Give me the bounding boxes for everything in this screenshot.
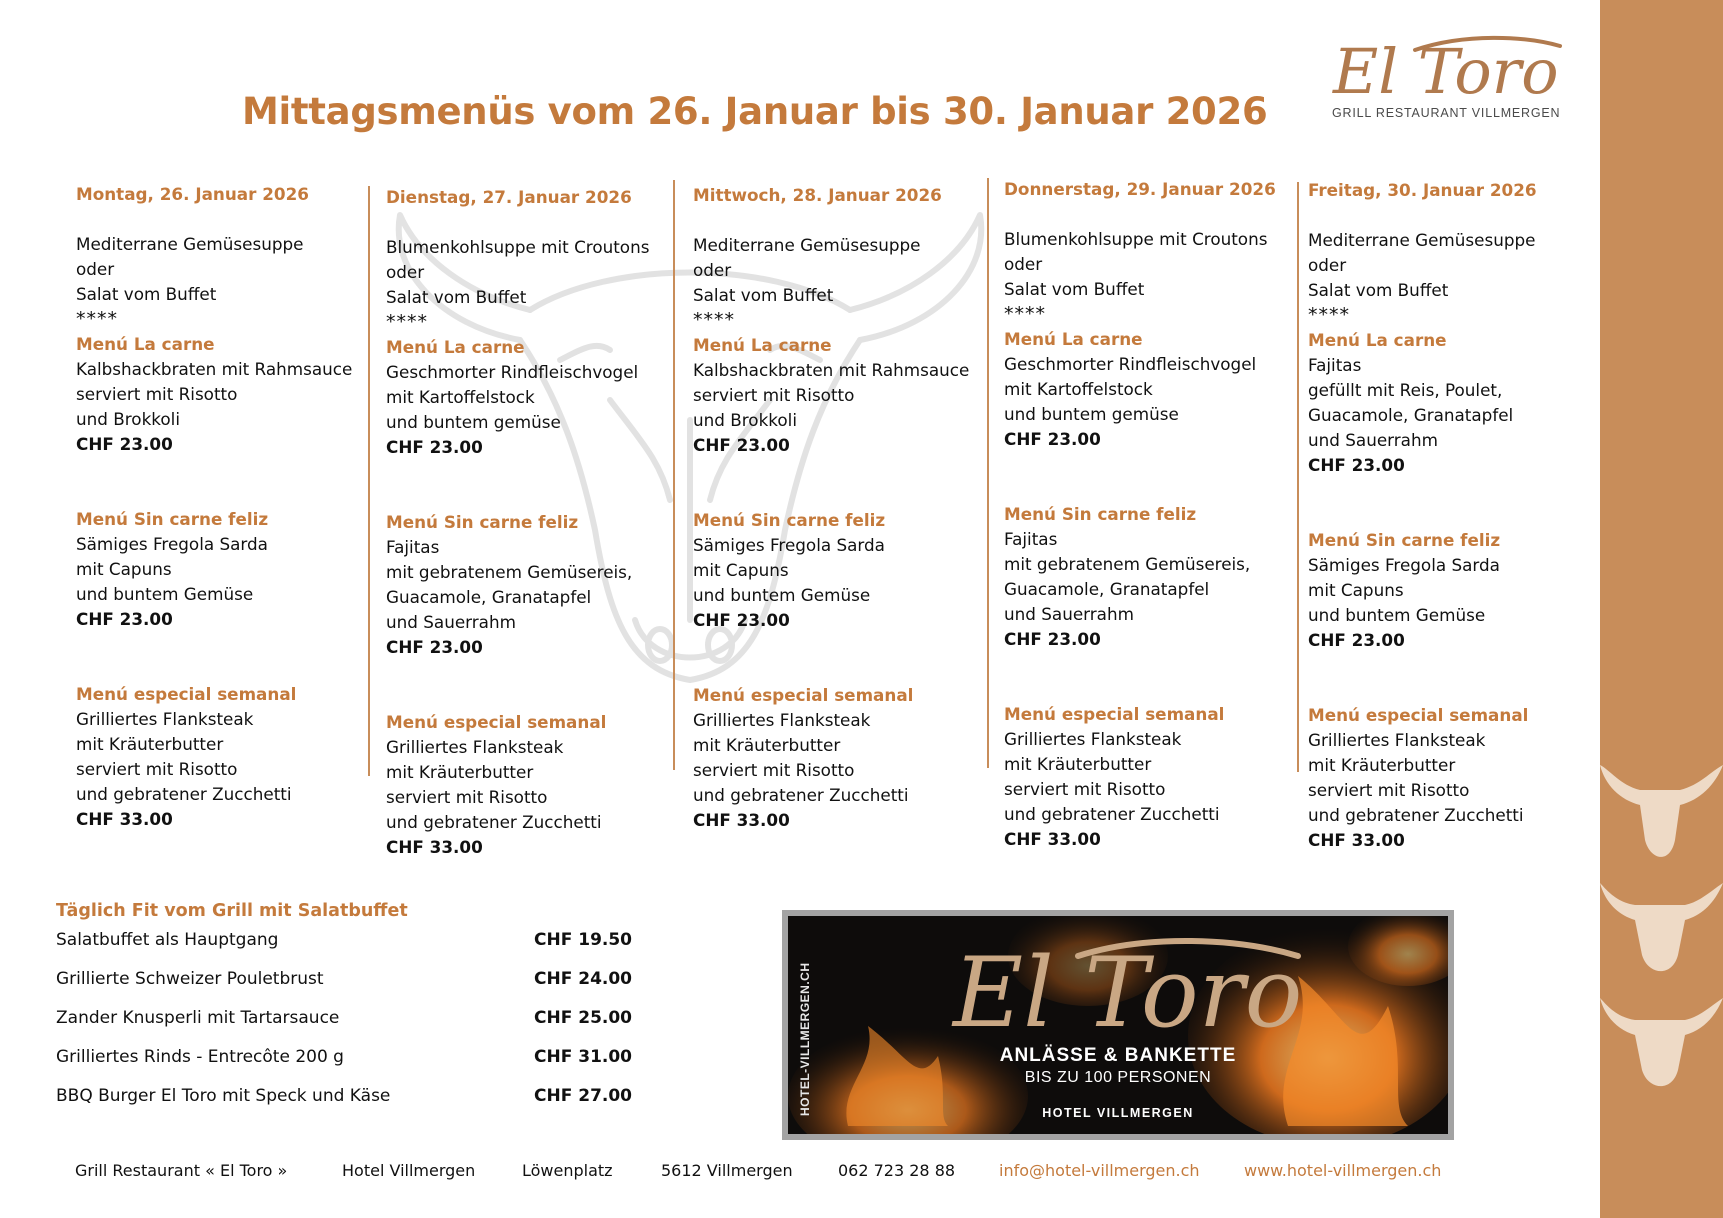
dish-line: und Brokkoli <box>693 410 797 430</box>
dish-line: Kalbshackbraten mit Rahmsauce <box>693 360 970 380</box>
dish-line: Sämiges Fregola Sarda <box>76 534 268 554</box>
starter-line: Mediterrane Gemüsesuppe <box>693 235 921 255</box>
banner-headline: ANLÄSSE & BANKETTE <box>999 1045 1237 1066</box>
day-column-3 <box>693 183 993 833</box>
menu-section <box>1308 328 1608 478</box>
starter-line: oder <box>1308 255 1347 275</box>
day-header: Freitag, 30. Januar 2026 <box>1308 180 1537 200</box>
dish-line: Grilliertes Flanksteak <box>1308 730 1486 750</box>
menu-price: CHF 33.00 <box>1308 830 1405 850</box>
separator: **** <box>1004 303 1046 325</box>
fit-list <box>56 923 656 1118</box>
menu-section <box>1004 327 1304 452</box>
starter-line: oder <box>386 262 425 282</box>
menu-section-title: Menú La carne <box>1004 329 1143 349</box>
starter-line: oder <box>76 259 115 279</box>
dish-line: mit Kartoffelstock <box>386 387 535 407</box>
starter-line: Salat vom Buffet <box>1308 280 1449 300</box>
separator: **** <box>386 311 428 333</box>
menu-section-title: Menú especial semanal <box>1004 704 1225 724</box>
fit-item-price: CHF 31.00 <box>534 1047 633 1067</box>
menu-price: CHF 23.00 <box>1308 630 1405 650</box>
dish-line: und buntem gemüse <box>1004 404 1179 424</box>
dish-line: und gebratener Zucchetti <box>386 812 602 832</box>
starter-block <box>386 235 686 310</box>
starter-block <box>76 232 376 307</box>
menu-section <box>1004 702 1304 852</box>
dish-line: und buntem Gemüse <box>76 584 254 604</box>
menu-section-title: Menú La carne <box>76 334 215 354</box>
bull-head-icon <box>1600 995 1723 1105</box>
day-header: Donnerstag, 29. Januar 2026 <box>1004 179 1276 199</box>
dish-line: Guacamole, Granatapfel <box>1308 405 1514 425</box>
fit-item-price: CHF 25.00 <box>534 1008 633 1028</box>
dish-line: mit Capuns <box>693 560 789 580</box>
menu-section-title: Menú La carne <box>1308 330 1447 350</box>
dish-line: und Sauerrahm <box>1308 430 1438 450</box>
dish-line: Geschmorter Rindfleischvogel <box>1004 354 1257 374</box>
menu-section <box>693 508 993 633</box>
footer-email-link[interactable]: info@hotel-villmergen.ch <box>999 1161 1200 1180</box>
dish-line: mit Kräuterbutter <box>1308 755 1456 775</box>
dish-line: und buntem Gemüse <box>693 585 871 605</box>
footer-city: 5612 Villmergen <box>661 1161 793 1180</box>
menu-price: CHF 23.00 <box>386 437 483 457</box>
banner-logo-text: El Toro <box>953 937 1303 1046</box>
event-banner <box>782 910 1454 1140</box>
dish-line: Fajitas <box>386 537 440 557</box>
dish-line: serviert mit Risotto <box>76 759 238 779</box>
menu-section-title: Menú Sin carne feliz <box>1004 504 1197 524</box>
fit-item-name: Zander Knusperli mit Tartarsauce <box>56 1008 340 1028</box>
decorative-sidebar <box>1600 0 1723 1218</box>
dish-line: und Sauerrahm <box>1004 604 1134 624</box>
fit-item <box>56 1001 656 1040</box>
starter-block <box>1308 228 1608 303</box>
dish-line: serviert mit Risotto <box>1004 779 1166 799</box>
fit-item-name: Salatbuffet als Hauptgang <box>56 930 279 950</box>
dish-line: Fajitas <box>1308 355 1362 375</box>
banner-hotel: HOTEL VILLMERGEN <box>1042 1106 1194 1120</box>
dish-line: Kalbshackbraten mit Rahmsauce <box>76 359 353 379</box>
separator: **** <box>693 309 735 331</box>
footer-restaurant: Grill Restaurant « El Toro » <box>75 1161 288 1180</box>
bull-head-icon <box>1600 760 1723 880</box>
fit-item <box>56 1040 656 1079</box>
fit-item <box>56 1079 656 1118</box>
dish-line: serviert mit Risotto <box>1308 780 1470 800</box>
day-header: Dienstag, 27. Januar 2026 <box>386 187 632 207</box>
menu-section-title: Menú La carne <box>693 335 832 355</box>
footer-phone: 062 723 28 88 <box>838 1161 956 1180</box>
fit-item-name: Grilliertes Rinds - Entrecôte 200 g <box>56 1047 344 1067</box>
dish-line: serviert mit Risotto <box>693 760 855 780</box>
starter-line: Blumenkohlsuppe mit Croutons <box>386 237 650 257</box>
banner-subline: BIS ZU 100 PERSONEN <box>1024 1069 1212 1086</box>
menu-section <box>386 335 686 460</box>
dish-line: und gebratener Zucchetti <box>1308 805 1524 825</box>
menu-section-title: Menú Sin carne feliz <box>386 512 579 532</box>
menu-price: CHF 23.00 <box>1004 429 1101 449</box>
starter-block <box>693 233 993 308</box>
starter-line: Mediterrane Gemüsesuppe <box>1308 230 1536 250</box>
dish-line: Sämiges Fregola Sarda <box>1308 555 1500 575</box>
footer-street: Löwenplatz <box>522 1161 613 1180</box>
dish-line: und gebratener Zucchetti <box>76 784 292 804</box>
dish-line: Fajitas <box>1004 529 1058 549</box>
dish-line: mit Capuns <box>1308 580 1404 600</box>
starter-line: Salat vom Buffet <box>1004 279 1145 299</box>
menu-section <box>1308 528 1608 653</box>
dish-line: und Brokkoli <box>76 409 180 429</box>
fit-item <box>56 962 656 1001</box>
menu-section <box>386 710 686 860</box>
dish-line: mit Kräuterbutter <box>693 735 841 755</box>
dish-line: Grilliertes Flanksteak <box>1004 729 1182 749</box>
starter-line: Mediterrane Gemüsesuppe <box>76 234 304 254</box>
menu-section-title: Menú especial semanal <box>386 712 607 732</box>
dish-line: serviert mit Risotto <box>693 385 855 405</box>
day-header: Mittwoch, 28. Januar 2026 <box>693 185 942 205</box>
dish-line: und buntem gemüse <box>386 412 561 432</box>
fit-title: Täglich Fit vom Grill mit Salatbuffet <box>56 901 408 921</box>
page-title: Mittagsmenüs vom 26. Januar bis 30. Januar 2026 <box>242 90 1268 133</box>
separator: **** <box>1308 304 1350 326</box>
menu-section-title: Menú especial semanal <box>1308 705 1529 725</box>
day-header: Montag, 26. Januar 2026 <box>76 184 309 204</box>
dish-line: Grilliertes Flanksteak <box>693 710 871 730</box>
footer-web-link[interactable]: www.hotel-villmergen.ch <box>1244 1161 1442 1180</box>
dish-line: serviert mit Risotto <box>386 787 548 807</box>
dish-line: mit Kräuterbutter <box>1004 754 1152 774</box>
dish-line: und gebratener Zucchetti <box>693 785 909 805</box>
menu-section-title: Menú especial semanal <box>693 685 914 705</box>
menu-price: CHF 33.00 <box>1004 829 1101 849</box>
dish-line: und buntem Gemüse <box>1308 605 1486 625</box>
menu-section-title: Menú Sin carne feliz <box>1308 530 1501 550</box>
menu-price: CHF 23.00 <box>693 610 790 630</box>
menu-section <box>1004 502 1304 652</box>
menu-section <box>386 510 686 660</box>
fit-item-price: CHF 19.50 <box>534 930 633 950</box>
menu-price: CHF 23.00 <box>386 637 483 657</box>
fit-item-price: CHF 24.00 <box>534 969 633 989</box>
dish-line: mit Kartoffelstock <box>1004 379 1153 399</box>
day-column-5 <box>1308 178 1608 853</box>
menu-section-title: Menú especial semanal <box>76 684 297 704</box>
menu-section <box>76 682 376 832</box>
menu-price: CHF 23.00 <box>76 609 173 629</box>
starter-line: Salat vom Buffet <box>693 285 834 305</box>
dish-line: Guacamole, Granatapfel <box>1004 579 1210 599</box>
fit-item <box>56 923 656 962</box>
banner-logo <box>948 926 1308 1046</box>
menu-section <box>76 507 376 632</box>
fit-item-name: BBQ Burger El Toro mit Speck und Käse <box>56 1086 391 1106</box>
dish-line: mit Capuns <box>76 559 172 579</box>
menu-section-title: Menú Sin carne feliz <box>693 510 886 530</box>
banner-url: HOTEL-VILLMERGEN.CH <box>798 962 812 1116</box>
dish-line: gefüllt mit Reis, Poulet, <box>1308 380 1503 400</box>
dish-line: mit Kräuterbutter <box>76 734 224 754</box>
menu-price: CHF 33.00 <box>76 809 173 829</box>
menu-price: CHF 33.00 <box>693 810 790 830</box>
fit-item-name: Grillierte Schweizer Pouletbrust <box>56 969 324 989</box>
starter-line: oder <box>1004 254 1043 274</box>
menu-section <box>76 332 376 457</box>
dish-line: und Sauerrahm <box>386 612 516 632</box>
day-column-4 <box>1004 177 1304 852</box>
starter-line: oder <box>693 260 732 280</box>
menu-section <box>693 683 993 833</box>
dish-line: Guacamole, Granatapfel <box>386 587 592 607</box>
starter-block <box>1004 227 1304 302</box>
day-column-1 <box>76 182 376 832</box>
dish-line: und gebratener Zucchetti <box>1004 804 1220 824</box>
dish-line: serviert mit Risotto <box>76 384 238 404</box>
dish-line: mit Kräuterbutter <box>386 762 534 782</box>
menu-price: CHF 23.00 <box>693 435 790 455</box>
starter-line: Salat vom Buffet <box>386 287 527 307</box>
menu-section <box>1308 703 1608 853</box>
dish-line: Grilliertes Flanksteak <box>76 709 254 729</box>
dish-line: Geschmorter Rindfleischvogel <box>386 362 639 382</box>
el-toro-logo <box>1325 28 1565 128</box>
logo-wordmark: El Toro <box>1333 35 1559 108</box>
starter-line: Salat vom Buffet <box>76 284 217 304</box>
logo-subtitle: GRILL RESTAURANT VILLMERGEN <box>1332 106 1561 120</box>
dish-line: Grilliertes Flanksteak <box>386 737 564 757</box>
footer <box>0 1161 1600 1185</box>
separator: **** <box>76 308 118 330</box>
menu-price: CHF 23.00 <box>1308 455 1405 475</box>
fit-section <box>56 899 656 1118</box>
menu-section-title: Menú Sin carne feliz <box>76 509 269 529</box>
dish-line: Sämiges Fregola Sarda <box>693 535 885 555</box>
dish-line: mit gebratenem Gemüsereis, <box>1004 554 1251 574</box>
menu-price: CHF 23.00 <box>76 434 173 454</box>
bull-head-icon <box>1600 880 1723 990</box>
menu-price: CHF 23.00 <box>1004 629 1101 649</box>
fit-item-price: CHF 27.00 <box>534 1086 633 1106</box>
dish-line: mit gebratenem Gemüsereis, <box>386 562 633 582</box>
menu-price: CHF 33.00 <box>386 837 483 857</box>
menu-section-title: Menú La carne <box>386 337 525 357</box>
day-column-2 <box>386 185 686 860</box>
footer-hotel: Hotel Villmergen <box>342 1161 476 1180</box>
starter-line: Blumenkohlsuppe mit Croutons <box>1004 229 1268 249</box>
menu-section <box>693 333 993 458</box>
